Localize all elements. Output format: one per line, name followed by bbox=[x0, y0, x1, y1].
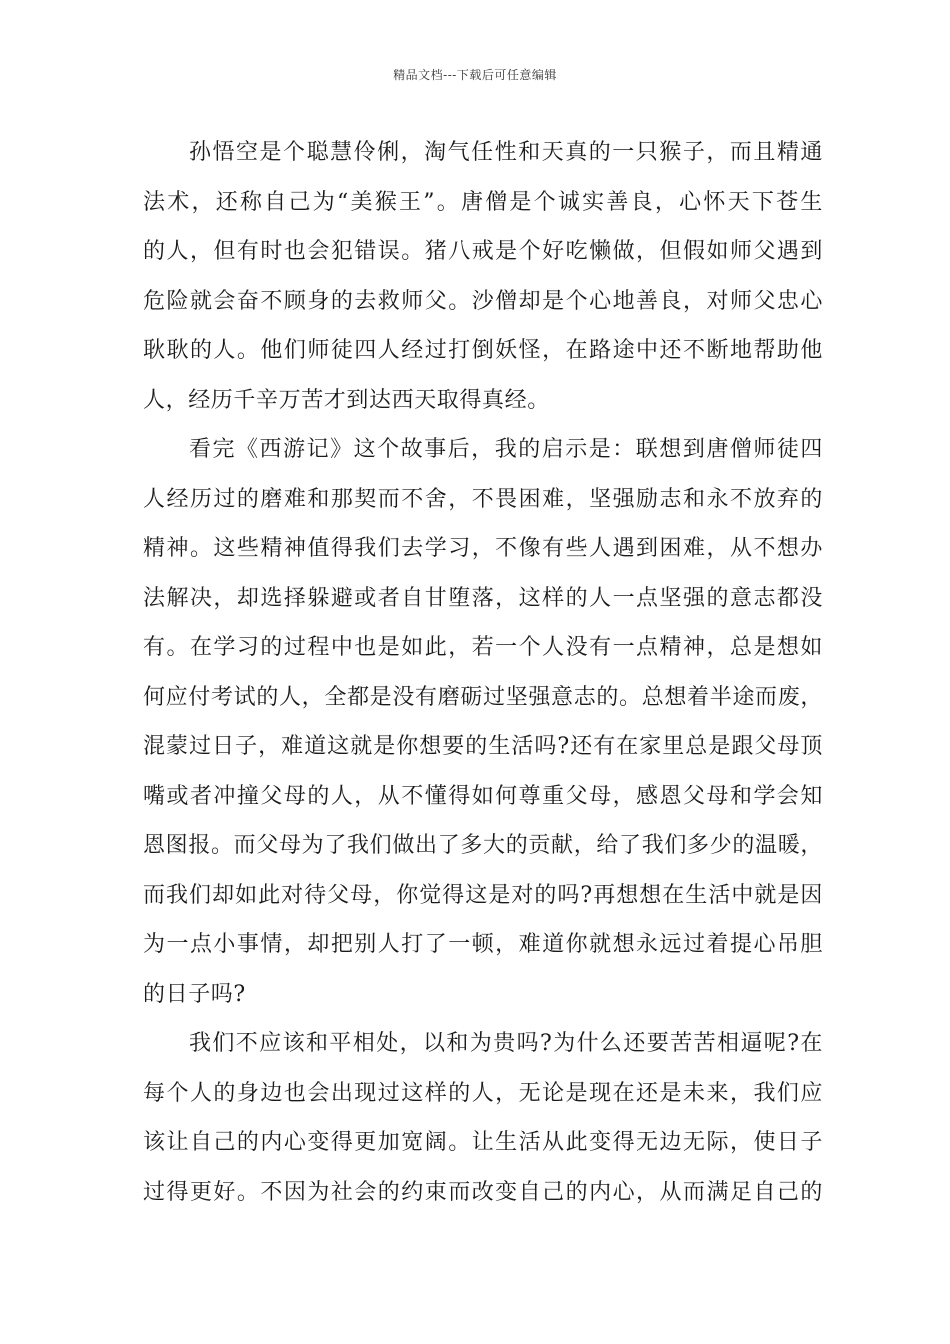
text-line: 的日子吗? bbox=[143, 981, 246, 1007]
text-line: 该让自己的内心变得更加宽阔。让生活从此变得无边无际，使日子 bbox=[143, 1130, 823, 1155]
page-header: 精品文档---下载后可任意编辑 bbox=[393, 68, 557, 82]
text-line: 混蒙过日子，难道这就是你想要的生活吗?还有在家里总是跟父母顶 bbox=[143, 734, 823, 759]
text-line: 为一点小事情，却把别人打了一顿，难道你就想永远过着提心吊胆 bbox=[143, 932, 823, 957]
text-line: 孙悟空是个聪慧伶俐，淘气任性和天真的一只猴子，而且精通 bbox=[189, 140, 823, 165]
text-line: 法术，还称自己为“美猴王”。唐僧是个诚实善良，心怀天下苍生 bbox=[143, 189, 823, 215]
text-line: 何应付考试的人，全都是没有磨砺过坚强意志的。总想着半途而废， bbox=[143, 684, 823, 710]
text-line: 而我们却如此对待父母，你觉得这是对的吗?再想想在生活中就是因 bbox=[143, 882, 823, 908]
text-line: 嘴或者冲撞父母的人，从不懂得如何尊重父母，感恩父母和学会知 bbox=[143, 783, 823, 809]
text-line: 精神。这些精神值得我们去学习，不像有些人遇到困难，从不想办 bbox=[143, 536, 823, 561]
text-line: 法解决，却选择躲避或者自甘堕落，这样的人一点坚强的意志都没 bbox=[143, 585, 823, 611]
text-line: 过得更好。不因为社会的约束而改变自己的内心，从而满足自己的 bbox=[143, 1179, 823, 1205]
text-line: 的人，但有时也会犯错误。猪八戒是个好吃懒做，但假如师父遇到 bbox=[143, 239, 823, 264]
text-line: 危险就会奋不顾身的去救师父。沙僧却是个心地善良，对师父忠心 bbox=[143, 288, 823, 314]
text-line: 看完《西游记》这个故事后，我的启示是：联想到唐僧师徒四 bbox=[189, 437, 823, 462]
text-line: 人，经历千辛万苦才到达西天取得真经。 bbox=[143, 387, 550, 413]
text-line: 我们不应该和平相处，以和为贵吗?为什么还要苦苦相逼呢?在 bbox=[189, 1031, 823, 1056]
text-line: 每个人的身边也会出现过这样的人，无论是现在还是未来，我们应 bbox=[143, 1080, 823, 1106]
body-text bbox=[143, 128, 823, 1217]
text-line: 有。在学习的过程中也是如此，若一个人没有一点精神，总是想如 bbox=[143, 635, 823, 660]
text-line: 人经历过的磨难和那契而不舍，不畏困难，坚强励志和永不放弃的 bbox=[143, 486, 823, 512]
text-line: 耿耿的人。他们师徒四人经过打倒妖怪，在路途中还不断地帮助他 bbox=[143, 338, 823, 363]
text-line: 恩图报。而父母为了我们做出了多大的贡献，给了我们多少的温暖， bbox=[143, 833, 823, 858]
